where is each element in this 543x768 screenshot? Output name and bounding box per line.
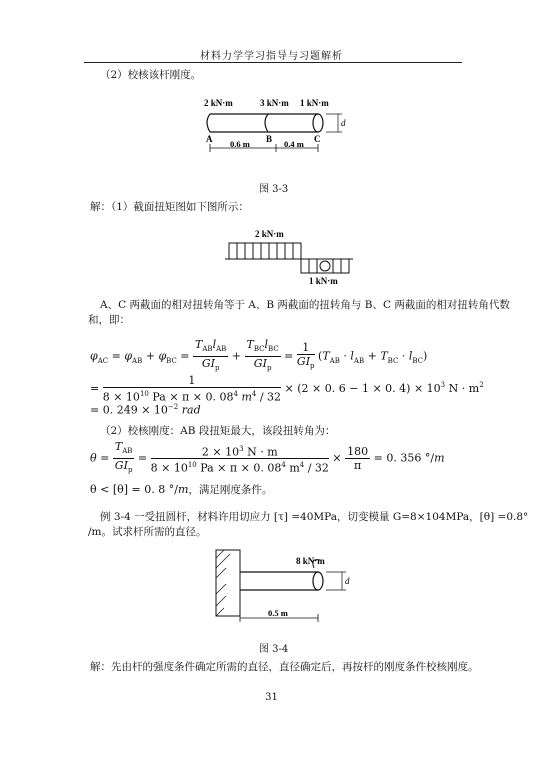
fig33-m3: 1 kN·m bbox=[300, 98, 329, 108]
fig33-m1: 2 kN·m bbox=[204, 98, 233, 108]
fig33-c: C bbox=[314, 134, 321, 144]
q2-intro: （2）校核该杆刚度。 bbox=[100, 69, 202, 81]
figure-3-4 bbox=[210, 548, 360, 628]
example-3-4-line-1: 例 3-4 一受扭圆杆，材料许用切应力 [τ] =40MPa，切变模量 G=8×104MPa，[θ] =0.8° bbox=[100, 511, 529, 523]
fig33-m2: 3 kN·m bbox=[260, 98, 289, 108]
equation-phi-ac: $\varphi_{AC} = \varphi_{AB} + \varphi_{BC}$ = $T_{AB}l_{AB}$ $GI_p$ + $T_{BC}l_{BC}$ $GI_p$ = 1 $GI_p$ $(T_{AB} \cdot l_{AB} + T_{BC} \cdot l_{BC})$ bbox=[90, 338, 428, 373]
fig33-l1: 0.6 m bbox=[230, 139, 250, 149]
fig33-b: B bbox=[266, 134, 273, 144]
calc-numerator: 1 bbox=[103, 374, 281, 388]
example-3-4-line-2: /m。试求杆所需的直径。 bbox=[88, 526, 207, 538]
fig33-caption: 图 3-3 bbox=[259, 184, 289, 195]
fig33-l2: 0.4 m bbox=[284, 139, 304, 149]
fig33-a: A bbox=[206, 134, 213, 144]
solution-intro: 解：（1）截面扭矩图如下图所示： bbox=[90, 201, 249, 213]
figure-3-3 bbox=[200, 92, 360, 160]
torque-top-label: 2 kN·m bbox=[255, 229, 284, 239]
fig34-caption: 图 3-4 bbox=[259, 644, 289, 655]
fig33-d: d bbox=[341, 118, 346, 128]
fig34-d: d bbox=[345, 576, 350, 586]
equation-theta: θ = $T_{AB}$ $GI_p$ = $\frac{2 \times 10^3 N \cdot m}{8 \times 10^{10} Pa \times \pi \times 0. 08^4 m^4 / 32}$ × $\frac{180}{\pi}$ = 0. 356 °/m bbox=[90, 440, 445, 475]
running-header: 材料力学学习指导与习题解析 bbox=[200, 51, 343, 62]
torque-bottom-label: 1 kN·m bbox=[309, 276, 338, 286]
equation-result: = 0. $249 \times 10^{-2}$ rad bbox=[90, 403, 201, 417]
torque-diagram bbox=[225, 225, 355, 287]
para-line-1: A、C 两截面的相对扭转角等于 A、B 两截面的扭转角与 B、C 两截面的相对扭转角代数 bbox=[100, 299, 510, 311]
equation-calculation: = $\frac{1}{8 \times 10^{10} Pa \times \pi \times 0. 08^4 m^4 / 32}$ × (2 × 0. 6 − 1 × 0. $4) \times 10^3$ $N \cdot m^2$ bbox=[90, 374, 484, 404]
stiffness-check: （2）校核刚度：AB 段扭矩最大，该段扭转角为： bbox=[100, 425, 336, 437]
fig34-moment: 8 kN·m bbox=[296, 556, 325, 566]
stiffness-condition: θ < [θ] = 0. 8 °/m，满足刚度条件。 bbox=[90, 483, 273, 496]
solution-3-4: 解：先由杆的强度条件确定所需的直径，直径确定后，再按杆的刚度条件校核刚度。 bbox=[90, 661, 479, 673]
fig34-length: 0.5 m bbox=[268, 608, 288, 618]
para-line-2: 和，即： bbox=[88, 314, 130, 326]
page-number: 31 bbox=[265, 692, 278, 703]
header-rule bbox=[84, 62, 462, 63]
